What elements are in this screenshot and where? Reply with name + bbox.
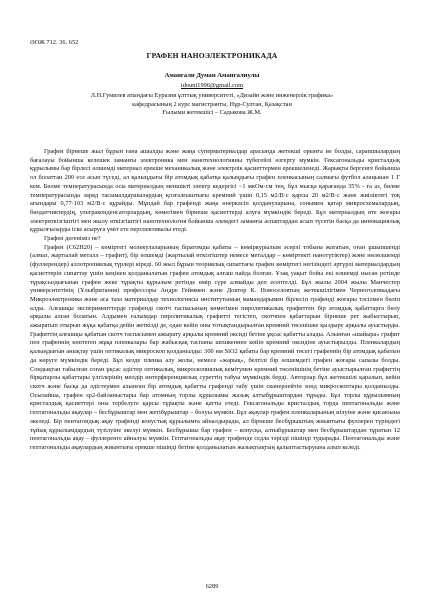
udc-code: ӘОЖ 712. 36. 652 — [30, 39, 79, 46]
section-question: Графен дегеніміз не? — [44, 235, 101, 243]
affiliation-line: Л.Н.Гумилев атындағы Еуразия ұлттық университеті, «Дизайн және инженерлік графика» — [90, 92, 334, 99]
author-name: Амангали Думан Амангалиулы — [164, 72, 260, 79]
affiliation-block — [40, 92, 384, 118]
supervisor-line: Ғылыми жетекшісі – Садыкова Ж.М. — [162, 109, 262, 117]
body-paragraph: Графен бірнеше жыл бұрын ғана ашылды және жаңа суперматериалдар арасында жетекші орынға ие болды, сарапшылардың бағалауы бойынша келешек заманғы электроника мен нанотехнологияны түбегейлі өзгерту мүмкін. Гексагональды кристалдық құрылымы бар бірлесі өлшемді материал ерекше механикалық және электрлік қасиеттермен ерекшеленеді. Жарықты бергенге бойынша ол болаттан 200 есе асып түседі, ал қалыңдығы бір атомдық қабатқа қалыңдығы графен пленкасының салмағы футбол алаңынан 1 Г кем. Бөлме температурасында осы материалдың меншікті электр кедергісі ~1 мкОм·см тең, бұл мысқа қарағанда 35% - ға аз, бөлме температурасында заряд тасымалдаушылардың қозғалғыштығы кремний үшін 0,15 м2/В·с қарсы 20 м2/В·с және жиіліктегі тоқ ағындары 0,77·103 м2/В·с құрайды. Мұндай бар графенді жаңа өнеркәсіп қолдануларына, сонымен қатар микросхемалардың, биодатчиктердің, ультраконденсаторлардың, көмегімен бірнеше қасиеттерді алуға мүмкіндік береді. Бұл материалдың өте жоғары электрөткізгіштігі мен жылу өткізгіштігі нанотехнология бойынша әлемдегі заманғы аспаптардан асып түсетін басқа да инновациялық құрылғыларды іске асыруға үміт ете перспективалы етеді. — [30, 148, 400, 234]
page-number: 6289 — [205, 583, 219, 590]
author-email[interactable]: idouni1996@gmail.com — [180, 82, 244, 89]
paper-body — [30, 148, 400, 453]
affiliation-line: кафедрасының 2 курс магистранты, Нұр-Султан, Қазақстан — [132, 100, 292, 108]
paper-title: ГРАФЕН НАНОЭЛЕКТРОНИКАДА — [146, 51, 278, 60]
body-paragraph: Графен (C62H20) – көміртегі молекулаларының біратомды қабаты – көміркурылым әсерлі тобына жататын, оған ұшыпшенді (алмаз, жартылай металл – графит), бір өлшемді (жартылай өткізгіштер немесе металдар – көміртекті нанотүтіктер) және нөлөлшемді (фуллерендер) аллотропиялық түрлері кіреді. 60 жыл бұрын теориялық сипаттағы графен көміртегі негізіндегі әртүрлі материалдардың қасиеттерін сипаттау үшін кеңінен қолданылатын графен атомдық алғаш пайда болған. Ұзақ уақыт бойы екі өлшемді нысан ретінде тұрақсыздығынан графен жеке тұрақты құрылым ретінде өмір сүре алмайды деп есептелді. Бұл жылы 2004 жылы Манчестер университетінің (Ұлыбритания) профессоры Андре Гейммен және Доктор К. Новоселовтың жетекшілігімен Черноголовкадағы Микроэлектроника және аса таза материалдар технологиясы институтының мамандарымен бірлесіп графенді жоғары тәсілмен бөліп алды. Алғашқы эксперименттерде графенді скотч таспасының көмегімен пиролитикалық графиттен бір атомдық қабаттарға бөлу арқылы алған болатын. Алдымен ғалымдар пиролитикалық графитті тегістеп, скотчпен қабаттарын бірнеше рет жабыстырып, ажыратып отырып жұқа қабатқа дейін жеткізді де, одан кейін оны тотықтандырылған кремний төсенішке қыздыру арқылы ауыстырды. Графиттің алғашқы қабатын скотч таспасымен ажырату арқылы кремний оксиді бетіне ұқсас қабатты алады. Алынған «шайыра» графит пен графеннің көптеген жұқа пленкалары бар жабысқақ таспаны шешкеннен кейін кремний оксидіне ауыстырылды. Пленкалардың қалыңдығын анықтау үшін оптикалық микроскоп қолданылды: 300 нм SiO2 қабаты бар кремний төсегі графеннің бір атомдық қабатын да көруге мүмкіндік береді. Бұл кезде пленка алу жолы, немесе «жарық», белгілі бір өлшемдегі графен жоғары сапалы болды. Сондықтан табылған соған ұқсас әдістер оптикалық, микроскопиялық кемітумен кремний төсенішінің бетіне ауыстырылған графиттің бірқатарлы қабаттары үлгілерінің мөлдір интерференциялық суреттің табуы мүмкіндік берді. Авторлар бұл жетекшілі қаралып, кейін скотч және басқа да әдістермен алынған бір атомдық қабатты графенді табу үшін сканерлейтін зонд микроскоптары қолданылды. Осылайша, графен sp2-байланыстары бар атомның торлы құрылымы жазық алтыбұрыштардан тұрады. Бұл торлы құрылымның кристалдық қасиеттері оны тербелуге қарсы тұрақты және қатты етеді. Гексагональды кристалдық торда пентагональды және гептагональды ақаулар – бесбұрыштар мен жетібұрыштар – болуы мүмкін. Бұл ақаулар графен пленкаларының иілуіне және қисаюына әкеледі. Бір пентагондық ақау графенді конустық құрылымға айналдырады, ал бірнеше бесбұрыштың жиынтығы фуллерен түріндегі тұйық құрылымдардың түзілуіне әкелуі мүмкін. Бесбұрышы бар графен – конусқа, алтыбұрыштар мен бесбұрыштардан тұратын 12 пентагональды ақау – фуллеренге айналуы мүмкін. Гептагональды ақау графенде седла тәрізді пішінді тудырады. Пентагональды және гептагональды ақаулардың жиынтығы ерекше пішінді бетіне қолданылатын жазықтықтың қалыптастыруына алып келеді. — [30, 243, 400, 451]
